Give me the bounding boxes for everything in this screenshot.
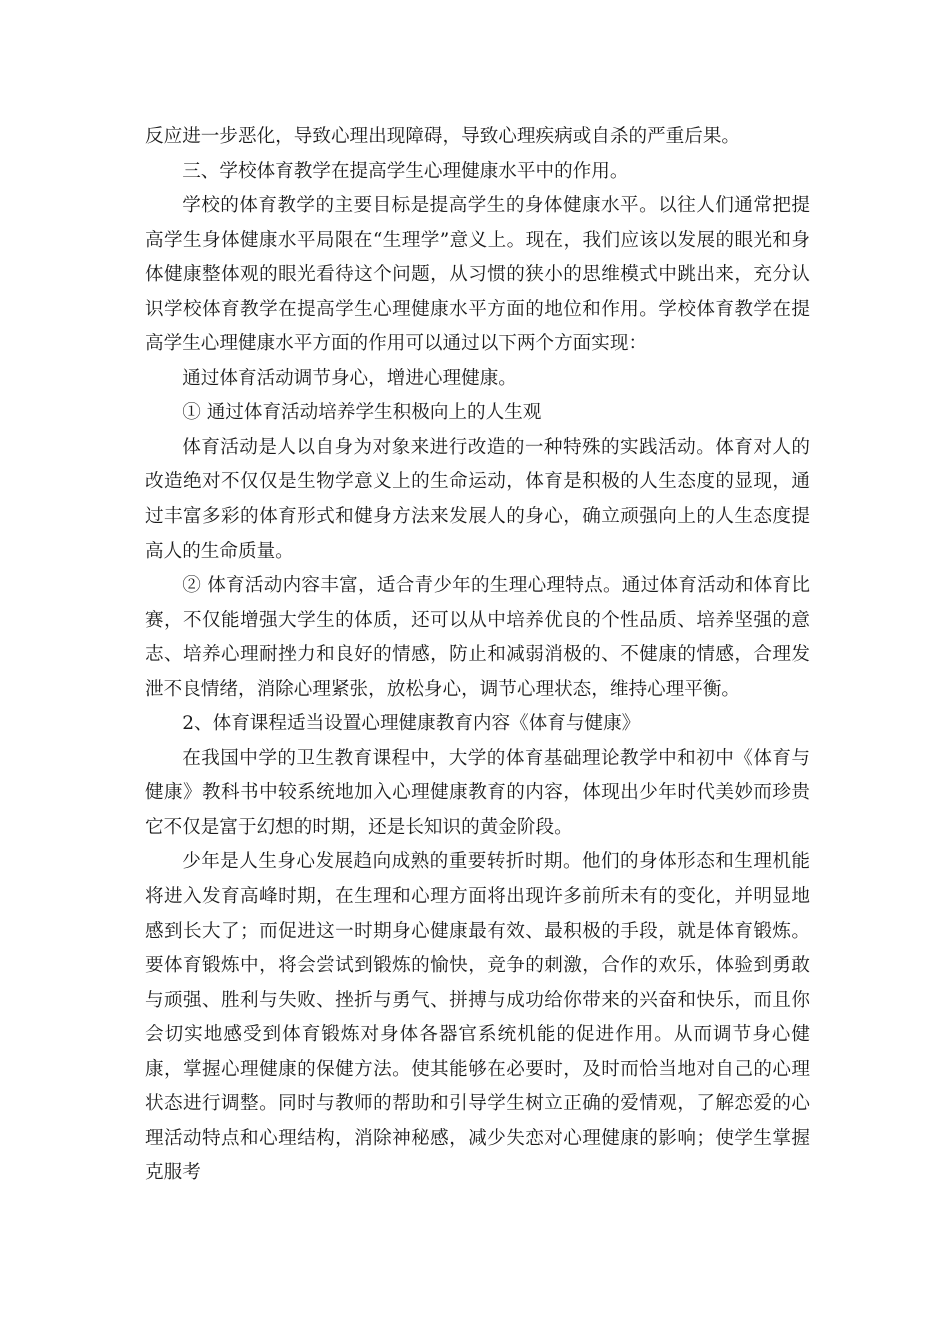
section-heading: 三、学校体育教学在提高学生心理健康水平中的作用。 (182, 160, 629, 182)
paragraph: 在我国中学的卫生教育课程中，大学的体育基础理论教学中和初中《体育与健康》教科书中较系统地加入心理健康教育的内容，体现出少年时代美妙而珍贵它不仅是富于幻想的时期，还是长知识的黄金阶段。 (145, 747, 810, 838)
document-body (145, 120, 810, 1191)
list-item-heading: ① 通过体育活动培养学生积极向上的人生观 (182, 402, 542, 424)
subheading: 2、体育课程适当设置心理健康教育内容《体育与健康》 (182, 713, 641, 735)
subheading: 通过体育活动调节身心，增进心理健康。 (182, 367, 517, 389)
paragraph: 学校的体育教学的主要目标是提高学生的身体健康水平。以往人们通常把提高学生身体健康水平局限在“生理学”意义上。现在，我们应该以发展的眼光和身体健康整体观的眼光看待这个问题，从习惯的狭小的思维模式中跳出来，充分认识学校体育教学在提高学生心理健康水平方面的地位和作用。学校体育教学在提高学生心理健康水平方面的作用可以通过以下两个方面实现： (145, 195, 810, 355)
paragraph: ② 体育活动内容丰富，适合青少年的生理心理特点。通过体育活动和体育比赛，不仅能增强大学生的体质，还可以从中培养优良的个性品质、培养坚强的意志、培养心理耐挫力和良好的情感，防止和减弱消极的、不健康的情感，合理发泄不良情绪，消除心理紧张，放松身心，调节心理状态，维持心理平衡。 (145, 575, 810, 700)
paragraph: 反应进一步恶化，导致心理出现障碍，导致心理疾病或自杀的严重后果。 (145, 126, 741, 147)
paragraph: 少年是人生身心发展趋向成熟的重要转折时期。他们的身体形态和生理机能将进入发育高峰时期，在生理和心理方面将出现许多前所未有的变化，并明显地感到长大了；而促进这一时期身心健康最有效、最积极的手段，就是体育锻炼。要体育锻炼中，将会尝试到锻炼的愉快，竞争的刺激，合作的欢乐，体验到勇敢与顽强、胜利与失败、挫折与勇气、拼搏与成功给你带来的兴奋和快乐，而且你会切实地感受到体育锻炼对身体各器官系统机能的促进作用。从而调节身心健康，掌握心理健康的保健方法。使其能够在必要时，及时而恰当地对自己的心理状态进行调整。同时与教师的帮助和引导学生树立正确的爱情观，了解恋爱的心理活动特点和心理结构，消除神秘感，减少失恋对心理健康的影响；使学生掌握克服考 (145, 851, 810, 1184)
paragraph: 体育活动是人以自身为对象来进行改造的一种特殊的实践活动。体育对人的改造绝对不仅仅是生物学意义上的生命运动，体育是积极的人生态度的显现，通过丰富多彩的体育形式和健身方法来发展人的身心，确立顽强向上的人生态度提高人的生命质量。 (145, 436, 810, 562)
